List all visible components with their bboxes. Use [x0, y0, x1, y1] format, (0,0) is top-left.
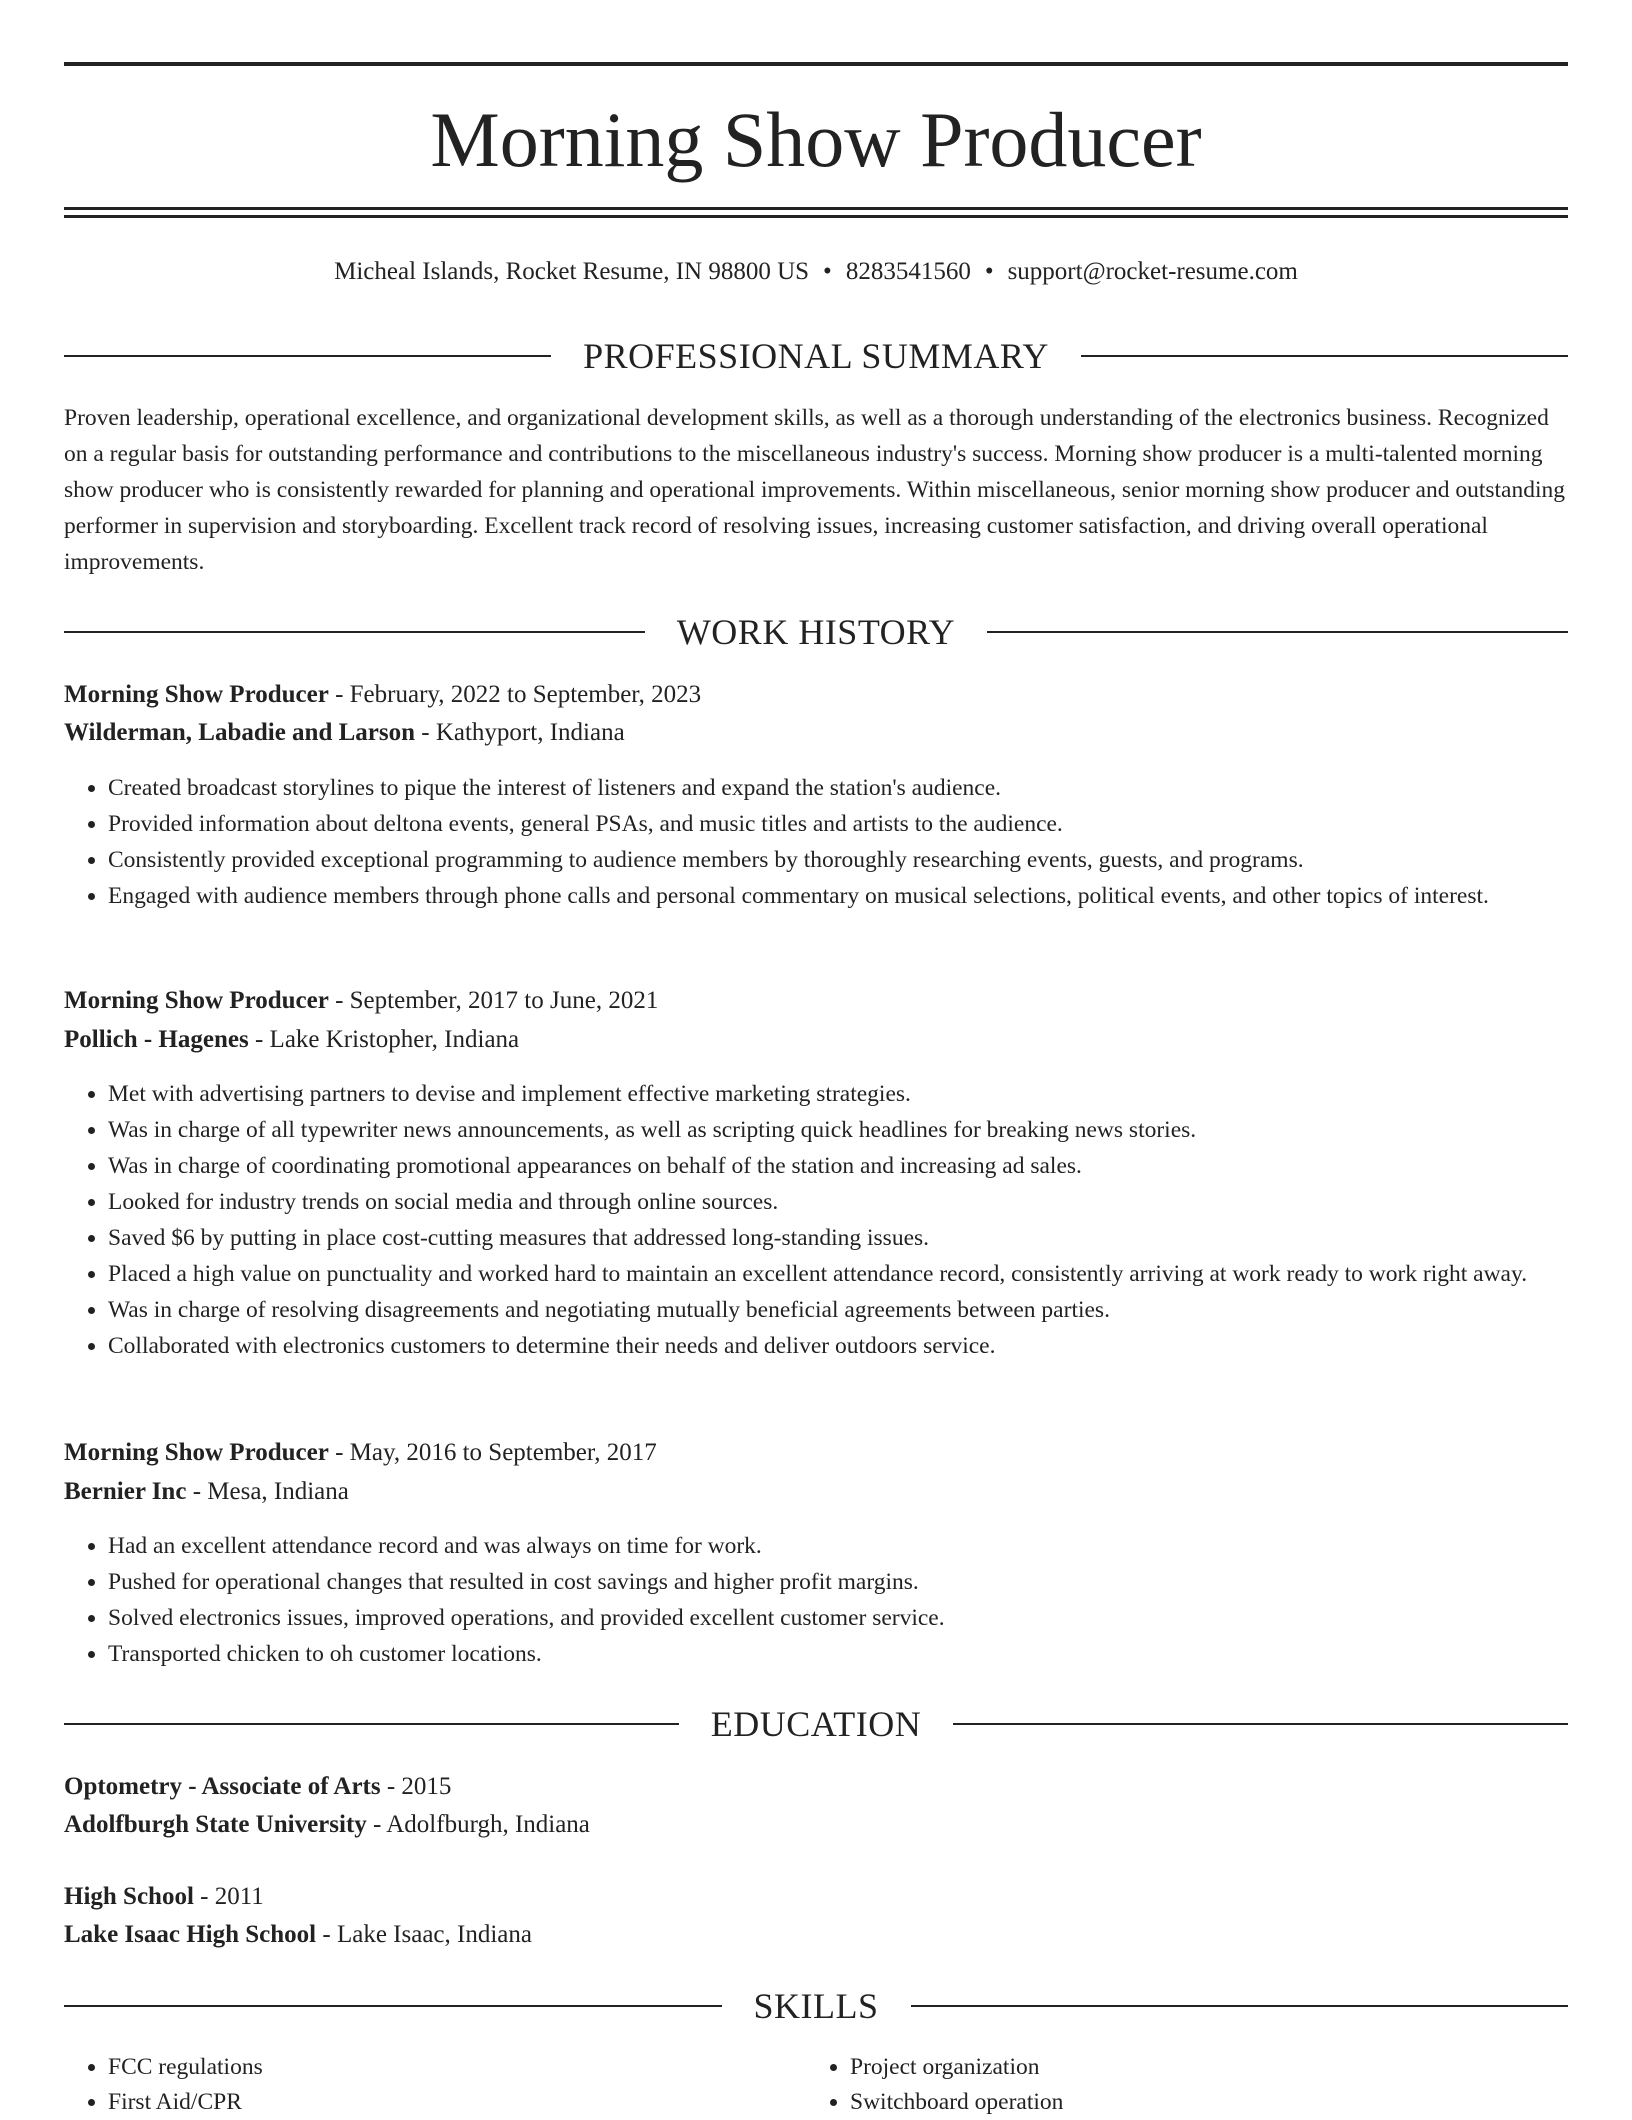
job-company: Wilderman, Labadie and Larson [64, 719, 416, 746]
heading-rule [64, 631, 645, 633]
list-item: • Solved electronics issues, improved operations, and provided excellent customer service. [108, 1600, 1568, 1636]
list-item: • Had an excellent attendance record and was always on time for work. [108, 1528, 1568, 1564]
list-item: • Was in charge of coordinating promotional appearances on behalf of the station and increasing ad sales. [108, 1148, 1568, 1184]
heading-rule [953, 1723, 1568, 1725]
list-item: • Project organization [850, 2050, 1550, 2085]
job-dates: - February, 2022 to September, 2023 [328, 681, 702, 708]
list-item: • Created broadcast storylines to pique the interest of listeners and expand the station's audience. [108, 770, 1568, 806]
list-item: • Collaborated with electronics customers to determine their needs and deliver outdoors service. [108, 1328, 1568, 1364]
section-heading-work [64, 610, 1568, 654]
list-item: • Was in charge of resolving disagreements and negotiating mutually beneficial agreements between parties. [108, 1292, 1568, 1328]
section-heading-education [64, 1702, 1568, 1746]
skills-list-right [806, 2050, 1550, 2120]
job-company: Pollich - Hagenes [64, 1026, 249, 1053]
job-bullets [64, 770, 1568, 914]
education-degree-line [64, 1768, 1568, 1806]
heading-label: SKILLS [753, 1986, 879, 2026]
job-location: - Kathyport, Indiana [415, 719, 625, 746]
list-item: • Provided information about deltona events, general PSAs, and music titles and artists to the audience. [108, 806, 1568, 842]
skills-list-left [64, 2050, 808, 2120]
job-company-line [64, 1021, 1568, 1059]
education-year: - 2015 [380, 1773, 452, 1800]
education-year: - 2011 [193, 1883, 264, 1910]
education-degree: Optometry - Associate of Arts [64, 1773, 381, 1800]
section-heading-skills [64, 1984, 1568, 2028]
list-item: • Met with advertising partners to devise and implement effective marketing strategies. [108, 1076, 1568, 1112]
contact-line [64, 254, 1568, 290]
education-degree-line [64, 1878, 1568, 1916]
education-school-line [64, 1806, 1568, 1844]
summary-text: Proven leadership, operational excellence, and organizational development skills, as well as a thorough understanding of the electronics business. Recognized on a regular basis for outstanding performance and contributions to the miscellaneous industry's success. Morning show producer is a multi-talented morning show producer who is consistently rewarded for planning and operational improvements. Within miscellaneous, senior morning show producer and outstanding performer in supervision and storyboarding. Excellent track record of resolving issues, increasing customer satisfaction, and driving overall operational improvements. [64, 405, 1565, 575]
title-rule-lower [64, 215, 1568, 218]
heading-label: WORK HISTORY [676, 612, 956, 652]
top-rule [64, 62, 1568, 66]
education-degree: High School [64, 1883, 194, 1910]
education-school: Lake Isaac High School [64, 1921, 317, 1948]
list-item: • Placed a high value on punctuality and worked hard to maintain an excellent attendance record, consistently arriving at work ready to work right away. [108, 1256, 1568, 1292]
list-item: • First Aid/CPR [108, 2085, 808, 2120]
education-school-line [64, 1916, 1568, 1954]
list-item: • Switchboard operation [850, 2085, 1550, 2120]
job-bullets [64, 1528, 1568, 1672]
job-title-line [64, 982, 1568, 1020]
job-dates: - September, 2017 to June, 2021 [328, 987, 659, 1014]
heading-label: PROFESSIONAL SUMMARY [583, 336, 1049, 376]
contact-separator: • [823, 258, 832, 285]
heading-rule [64, 2005, 722, 2007]
list-item: • FCC regulations [108, 2050, 808, 2085]
contact-email: support@rocket-resume.com [1007, 258, 1298, 285]
job-location: - Mesa, Indiana [186, 1478, 349, 1505]
heading-rule [987, 631, 1568, 633]
job-bullets [64, 1076, 1568, 1364]
page-title: Morning Show Producer [430, 96, 1202, 183]
list-item: • Engaged with audience members through phone calls and personal commentary on musical selections, political events, and other topics of interest. [108, 878, 1568, 914]
job-dates: - May, 2016 to September, 2017 [328, 1439, 657, 1466]
contact-phone: 8283541560 [845, 258, 971, 285]
heading-rule [64, 1723, 679, 1725]
contact-address: Micheal Islands, Rocket Resume, IN 98800 US [334, 258, 810, 285]
education-location: - Lake Isaac, Indiana [316, 1921, 532, 1948]
list-item: • Consistently provided exceptional programming to audience members by thoroughly researching events, guests, and programs. [108, 842, 1568, 878]
list-item: • Looked for industry trends on social media and through online sources. [108, 1184, 1568, 1220]
list-item: • Was in charge of all typewriter news announcements, as well as scripting quick headlines for breaking news stories. [108, 1112, 1568, 1148]
education-location: - Adolfburgh, Indiana [366, 1811, 590, 1838]
job-company-line [64, 1473, 1568, 1511]
job-company: Bernier Inc [64, 1478, 187, 1505]
job-title-line [64, 1434, 1568, 1472]
job-location: - Lake Kristopher, Indiana [248, 1026, 520, 1053]
title-rule-upper [64, 207, 1568, 210]
heading-label: EDUCATION [710, 1704, 922, 1744]
list-item: • Saved $6 by putting in place cost-cutting measures that addressed long-standing issues. [108, 1220, 1568, 1256]
heading-rule [1081, 355, 1568, 357]
heading-rule [64, 355, 551, 357]
job-title: Morning Show Producer [64, 987, 329, 1014]
job-title: Morning Show Producer [64, 1439, 329, 1466]
list-item: • Pushed for operational changes that resulted in cost savings and higher profit margins. [108, 1564, 1568, 1600]
contact-separator: • [984, 258, 994, 285]
education-school: Adolfburgh State University [64, 1811, 367, 1838]
section-heading-summary [64, 334, 1568, 378]
heading-rule [911, 2005, 1569, 2007]
job-title: Morning Show Producer [64, 681, 329, 708]
job-title-line [64, 676, 1568, 714]
job-company-line [64, 714, 1568, 752]
list-item: • Transported chicken to oh customer locations. [108, 1636, 1568, 1672]
